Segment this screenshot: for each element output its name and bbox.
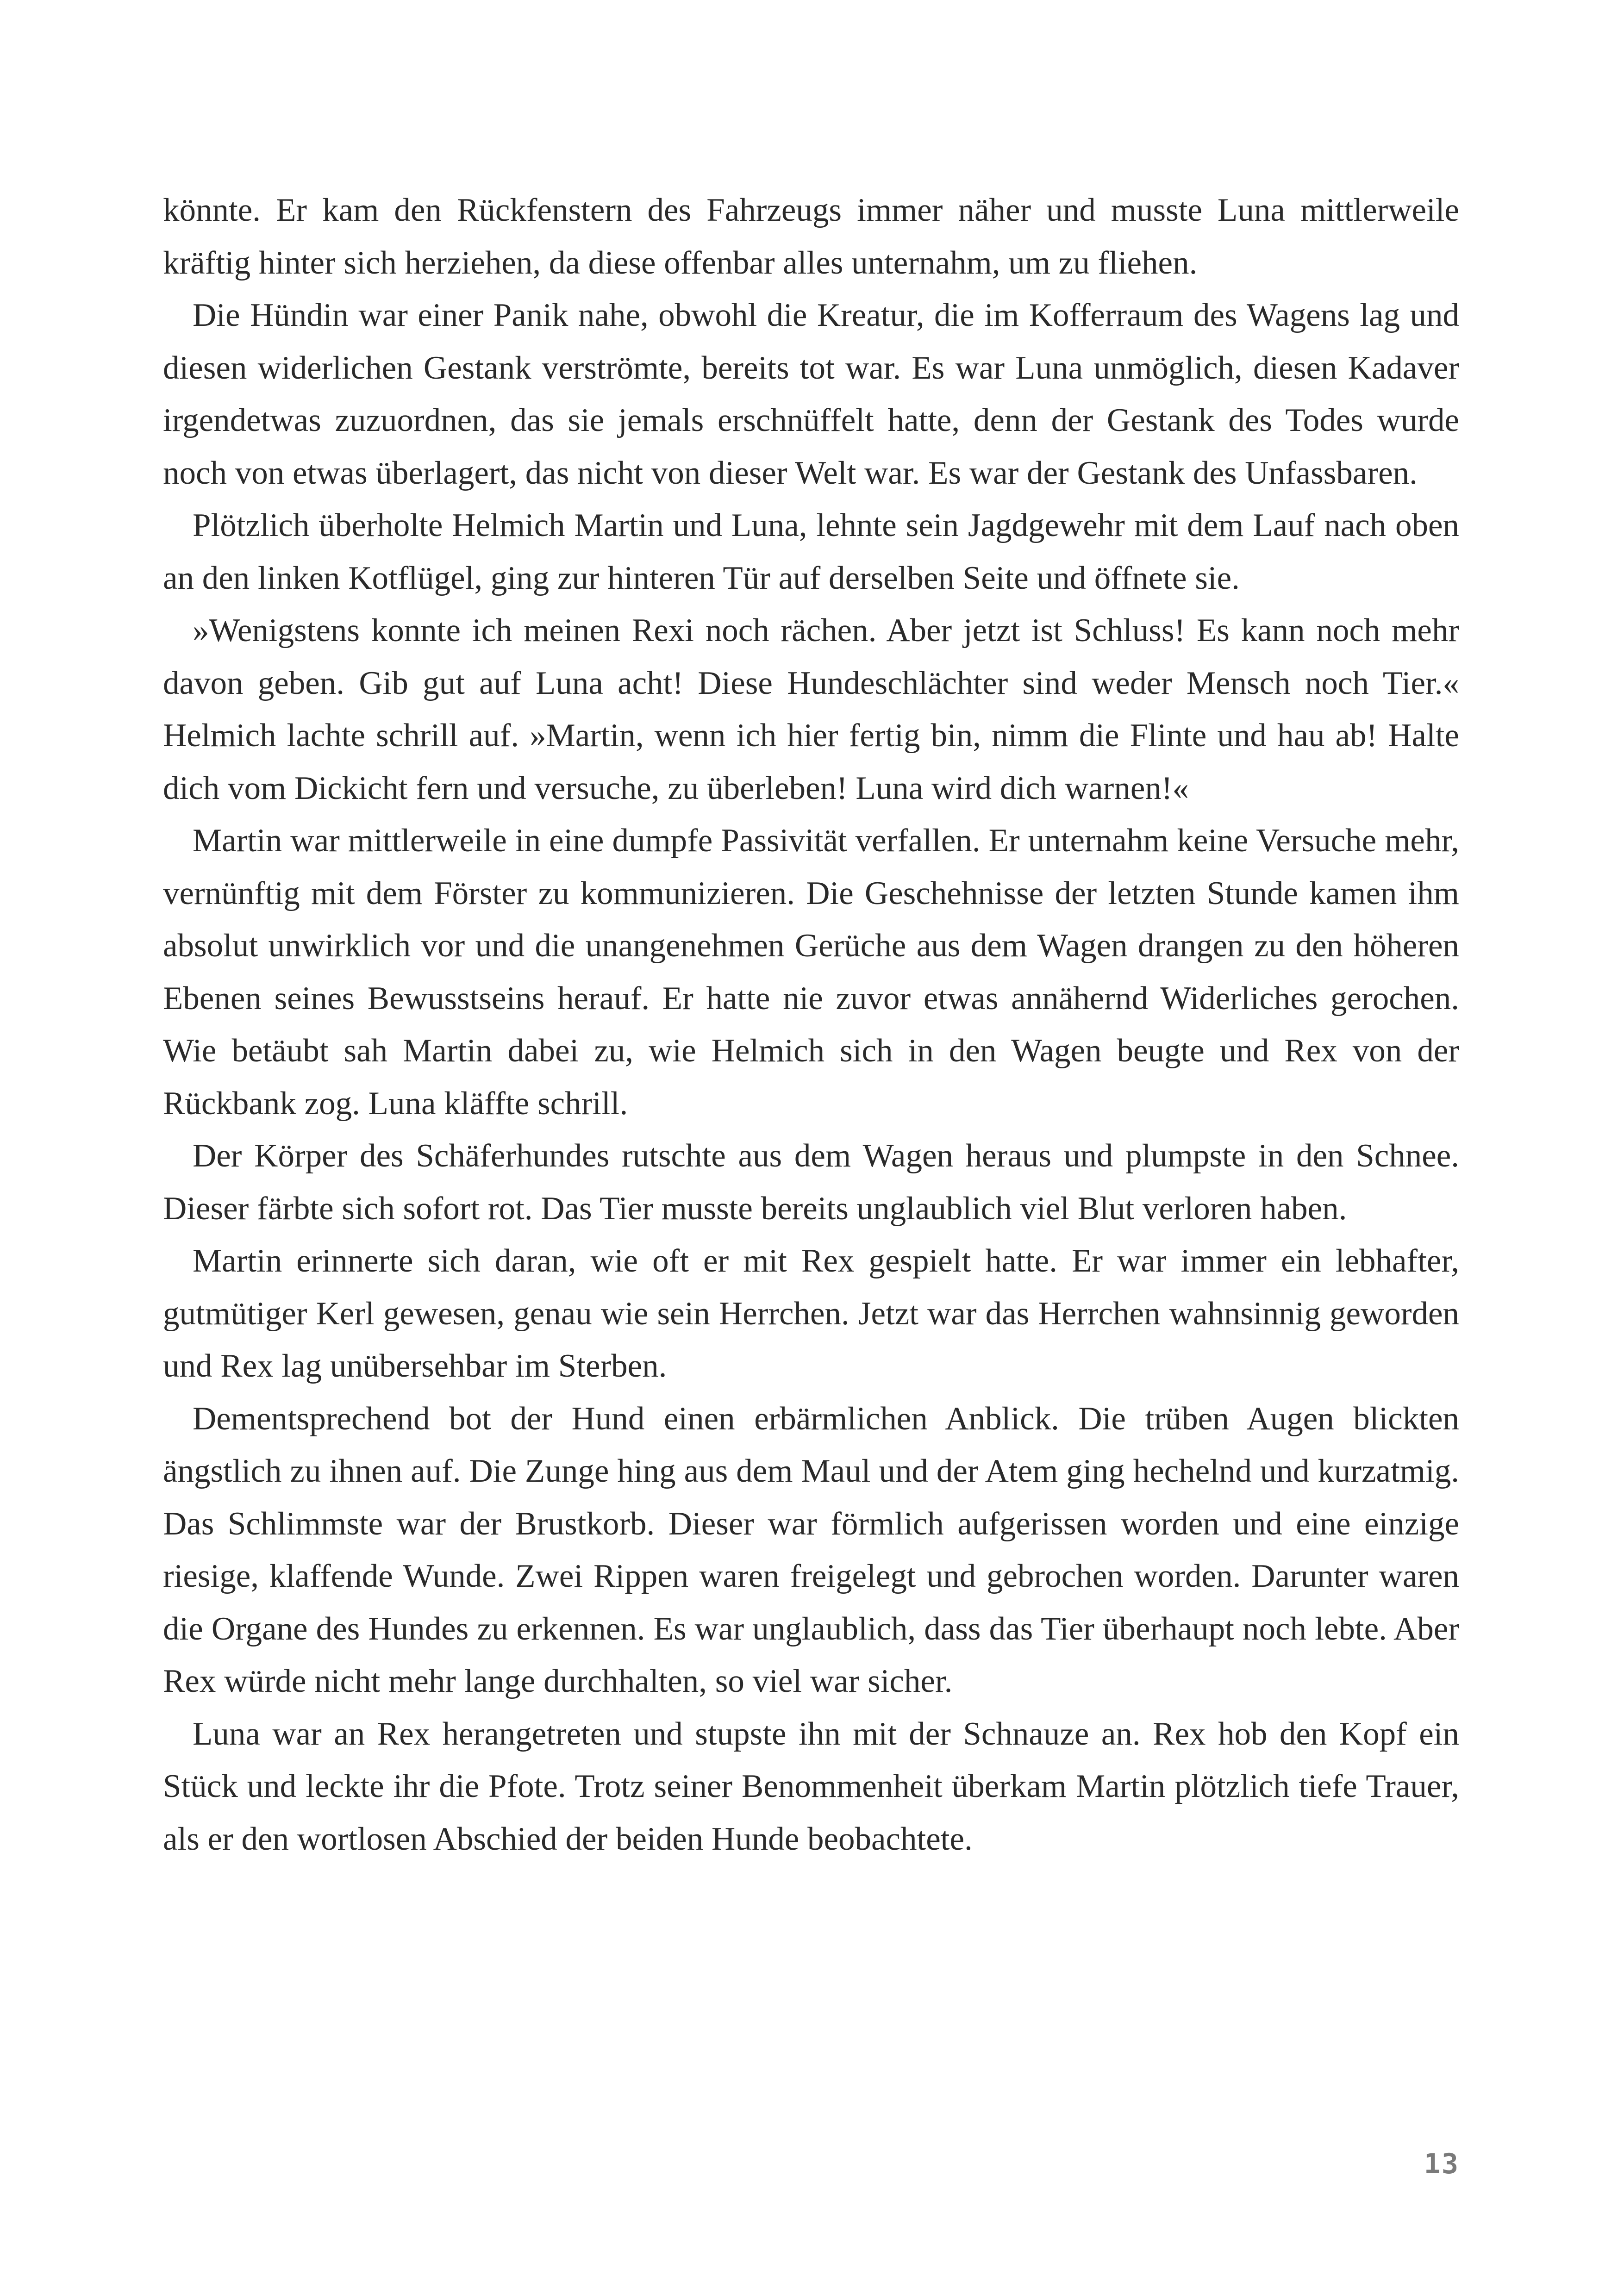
paragraph-5: Martin war mittlerweile in eine dumpfe Passivität verfallen. Er unternahm keine Versuche mehr, vernünftig mit dem Förster zu kommunizieren. Die Geschehnisse der letzten Stunde kamen ihm absolut unwirklich vor und die unangenehmen Gerüche aus dem Wagen drangen zu den höheren Ebenen seines Bewusstseins herauf. Er hatte nie zuvor etwas annähernd Widerliches gerochen. Wie betäubt sah Martin dabei zu, wie Helmich sich in den Wagen beugte und Rex von der Rückbank zog. Luna kläffte schrill. xyxy=(163,823,1459,1122)
paragraph-3: Plötzlich überholte Helmich Martin und Luna, lehnte sein Jagdgewehr mit dem Lauf nach oben an den linken Kotflügel, ging zur hinteren Tür auf derselben Seite und öffnete sie. xyxy=(163,507,1459,596)
paragraph-6: Der Körper des Schäferhundes rutschte aus dem Wagen heraus und plumpste in den Schnee. Dieser färbte sich sofort rot. Das Tier musste bereits unglaublich viel Blut verloren haben. xyxy=(163,1138,1459,1227)
paragraph-2: Die Hündin war einer Panik nahe, obwohl die Kreatur, die im Kofferraum des Wagens lag und diesen widerlichen Gestank verströmte, bereits tot war. Es war Luna unmöglich, diesen Kadaver irgendetwas zuzuordnen, das sie jemals erschnüffelt hatte, denn der Gestank des Todes wurde noch von etwas überlagert, das nicht von dieser Welt war. Es war der Gestank des Unfassbaren. xyxy=(163,297,1459,491)
paragraph-8: Dementsprechend bot der Hund einen erbärmlichen Anblick. Die trüben Augen blickten ängstlich zu ihnen auf. Die Zunge hing aus dem Maul und der Atem ging hechelnd und kurzatmig. Das Schlimmste war der Brustkorb. Dieser war förmlich aufgerissen worden und eine einzige riesige, klaffende Wunde. Zwei Rippen waren freigelegt und gebrochen worden. Darunter waren die Organe des Hundes zu erkennen. Es war unglaublich, dass das Tier überhaupt noch lebte. Aber Rex würde nicht mehr lange durchhalten, so viel war sicher. xyxy=(163,1400,1459,1699)
body-text xyxy=(163,184,1459,1865)
paragraph-4: »Wenigstens konnte ich meinen Rexi noch rächen. Aber jetzt ist Schluss! Es kann noch mehr davon geben. Gib gut auf Luna acht! Diese Hundeschlächter sind weder Mensch noch Tier.« Helmich lachte schrill auf. »Martin, wenn ich hier fertig bin, nimm die Flinte und hau ab! Halte dich vom Dickicht fern und versuche, zu überleben! Luna wird dich warnen!« xyxy=(163,612,1459,806)
paragraph-9: Luna war an Rex herangetreten und stupste ihn mit der Schnauze an. Rex hob den Kopf ein Stück und leckte ihr die Pfote. Trotz seiner Benommenheit überkam Martin plötzlich tiefe Trauer, als er den wortlosen Abschied der beiden Hunde beobachtete. xyxy=(163,1715,1459,1857)
page-number: 13 xyxy=(1424,2148,1459,2180)
paragraph-1: könnte. Er kam den Rückfenstern des Fahrzeugs immer näher und musste Luna mittlerweile kräftig hinter sich herziehen, da diese offenbar alles unternahm, um zu fliehen. xyxy=(163,192,1459,281)
paragraph-7: Martin erinnerte sich daran, wie oft er mit Rex gespielt hatte. Er war immer ein lebhafter, gutmütiger Kerl gewesen, genau wie sein Herrchen. Jetzt war das Herrchen wahnsinnig geworden und Rex lag unübersehbar im Sterben. xyxy=(163,1243,1459,1384)
